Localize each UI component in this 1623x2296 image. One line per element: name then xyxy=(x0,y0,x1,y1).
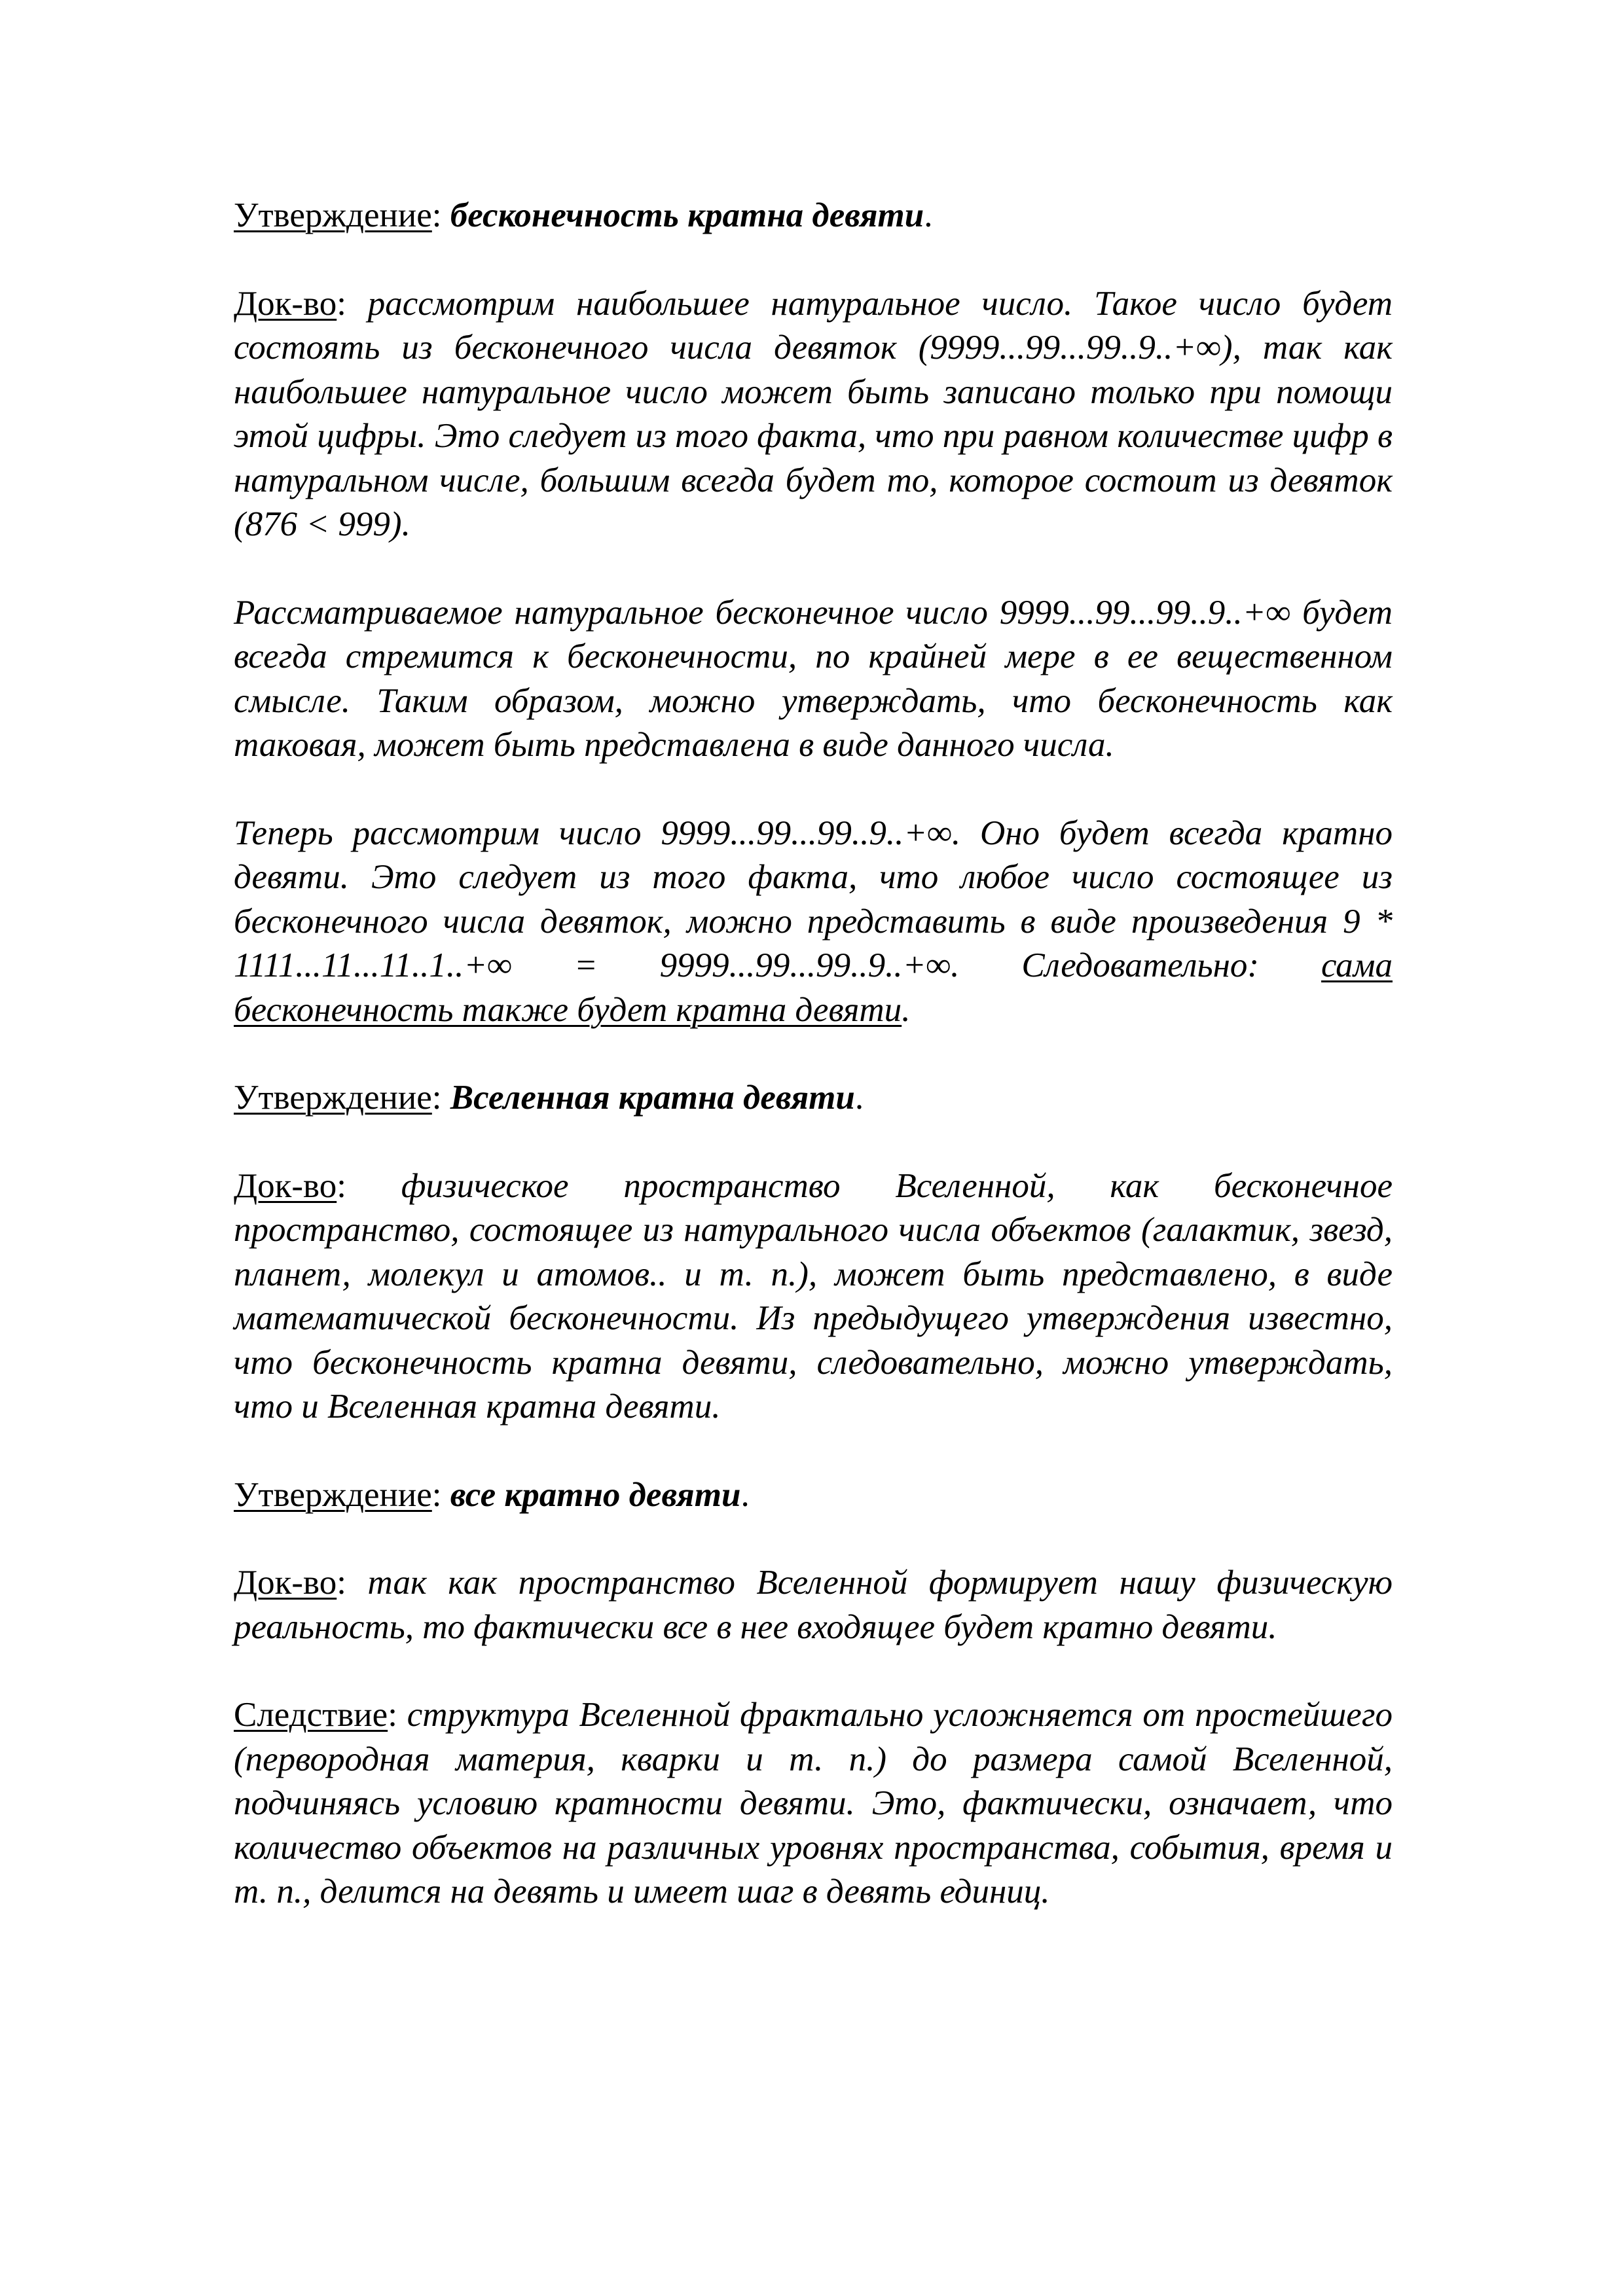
paragraph-multiplication: Теперь рассмотрим число 9999...99...99..9..+∞. Оно будет всегда кратно девяти. Это следует из того факта, что любое число состоящее из бесконечного числа девяток, можно представить в виде произведения 9 * 1111...11...11..1..+∞ = 9999...99...99..9..+∞. Следовательно: сама бесконечность также будет кратна девяти. xyxy=(234,814,1393,1029)
paragraph-text: Теперь рассмотрим число 9999...99...99..9..+∞. Оно будет всегда кратно девяти. Это следует из того факта, что любое число состоящее из бесконечного числа девяток, можно представить в виде произведения 9 * 1111...11...11..1..+∞ = 9999...99...99..9..+∞. Следовательно: xyxy=(234,814,1393,984)
proof-label: Док-во xyxy=(234,284,337,323)
conclusion-text: сама бесконечность также будет кратна девяти xyxy=(234,946,1393,1029)
statement-3: Утверждение: все кратно девяти. xyxy=(234,1475,750,1514)
proof-label: Док-во xyxy=(234,1166,337,1205)
statement-claim: все кратно девяти xyxy=(450,1475,741,1514)
corollary-label: Следствие xyxy=(234,1696,388,1734)
proof-3: Док-во: так как пространство Вселенной формирует нашу физическую реальность, то фактически все в нее входящее будет кратно девяти. xyxy=(234,1564,1393,1646)
statement-claim: бесконечность кратна девяти xyxy=(450,196,924,234)
paragraph-infinite-number: Рассматриваемое натуральное бесконечное число 9999...99...99..9..+∞ будет всегда стремится к бесконечности, по крайней мере в ее вещественном смысле. Таким образом, можно утверждать, что бесконечность как таковая, может быть представлена в виде данного числа. xyxy=(234,593,1393,764)
proof-text: рассмотрим наибольшее натуральное число. Такое число будет состоять из бесконечного числа девяток (9999...99...99..9..+∞), так как наибольшее натуральное число может быть записано только при помощи этой цифры. Это следует из того факта, что при равном количестве цифр в натуральном числе, большим всегда будет то, которое состоит из девяток (876 < 999). xyxy=(234,284,1393,543)
document-page xyxy=(234,194,1393,1958)
statement-1: Утверждение: бесконечность кратна девяти. xyxy=(234,196,933,234)
statement-claim: Вселенная кратна девяти xyxy=(450,1079,855,1117)
corollary: Следствие: структура Вселенной фрактально усложняется от простейшего (первородная материя, кварки и т. п.) до размера самой Вселенной, подчиняясь условию кратности девяти. Это, фактически, означает, что количество объектов на различных уровнях пространства, события, время и т. п., делится на девять и имеет шаг в девять единиц. xyxy=(234,1696,1393,1910)
proof-text: физическое пространство Вселенной, как бесконечное пространство, состоящее из натурального числа объектов (галактик, звезд, планет, молекул и атомов.. и т. п.), может быть представлено, в виде математической бесконечности. Из предыдущего утверждения известно, что бесконечность кратна девяти, следовательно, можно утверждать, что и Вселенная кратна девяти. xyxy=(234,1166,1393,1426)
proof-1: Док-во: рассмотрим наибольшее натуральное число. Такое число будет состоять из бесконечного числа девяток (9999...99...99..9..+∞), так как наибольшее натуральное число может быть записано только при помощи этой цифры. Это следует из того факта, что при равном количестве цифр в натуральном числе, большим всегда будет то, которое состоит из девяток (876 < 999). xyxy=(234,284,1393,543)
proof-label: Док-во xyxy=(234,1564,337,1602)
corollary-text: структура Вселенной фрактально усложняется от простейшего (первородная материя, кварки и т. п.) до размера самой Вселенной, подчиняясь условию кратности девяти. Это, фактически, означает, что количество объектов на различных уровнях пространства, события, время и т. п., делится на девять и имеет шаг в девять единиц. xyxy=(234,1696,1393,1910)
statement-label: Утверждение xyxy=(234,196,432,234)
statement-2: Утверждение: Вселенная кратна девяти. xyxy=(234,1079,864,1117)
statement-label: Утверждение xyxy=(234,1079,432,1117)
statement-label: Утверждение xyxy=(234,1475,432,1514)
proof-2: Док-во: физическое пространство Вселенной, как бесконечное пространство, состоящее из натурального числа объектов (галактик, звезд, планет, молекул и атомов.. и т. п.), может быть представлено, в виде математической бесконечности. Из предыдущего утверждения известно, что бесконечность кратна девяти, следовательно, можно утверждать, что и Вселенная кратна девяти. xyxy=(234,1166,1393,1426)
proof-text: так как пространство Вселенной формирует нашу физическую реальность, то фактически все в нее входящее будет кратно девяти. xyxy=(234,1564,1393,1646)
